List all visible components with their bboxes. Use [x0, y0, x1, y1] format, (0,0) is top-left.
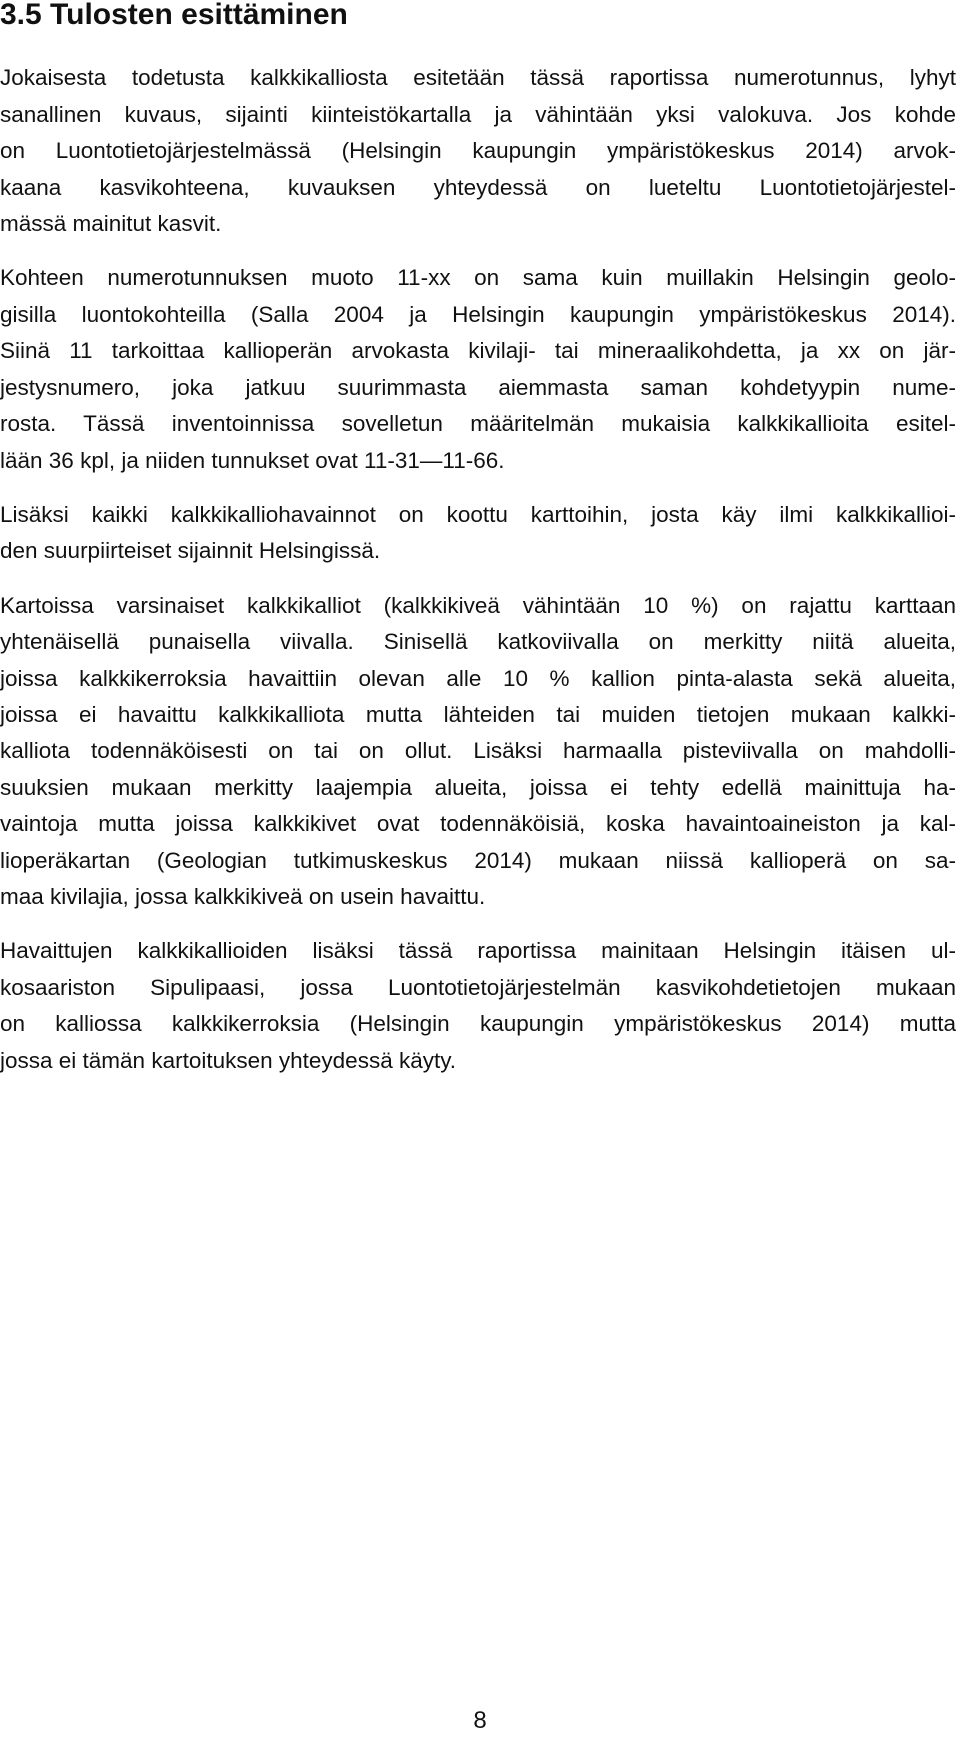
- paragraph-line: on Luontotietojärjestelmässä (Helsingin kaupungin ympäristökeskus 2014) arvok-: [0, 138, 956, 163]
- paragraph-line: joissa kalkkikerroksia havaittiin olevan alle 10 % kallion pinta-alasta sekä alueita,: [0, 666, 956, 691]
- paragraph-line: den suurpiirteiset sijainnit Helsingissä.: [0, 538, 381, 563]
- paragraph-line: sanallinen kuvaus, sijainti kiinteistökartalla ja vähintään yksi valokuva. Jos kohde: [0, 102, 956, 127]
- paragraph-line: Kohteen numerotunnuksen muoto 11-xx on sama kuin muillakin Helsingin geolo-: [0, 265, 956, 290]
- paragraph-line: maa kivilajia, jossa kalkkikiveä on usein havaittu.: [0, 884, 486, 909]
- paragraph-line: rosta. Tässä inventoinnissa sovelletun määritelmän mukaisia kalkkikallioita esitel-: [0, 411, 956, 436]
- paragraph-line: kaana kasvikohteena, kuvauksen yhteydessä on lueteltu Luontotietojärjestel-: [0, 175, 956, 200]
- paragraph-line: gisilla luontokohteilla (Salla 2004 ja Helsingin kaupungin ympäristökeskus 2014).: [0, 302, 956, 327]
- page-number: 8: [473, 1707, 487, 1734]
- paragraph-line: lioperäkartan (Geologian tutkimuskeskus 2014) mukaan niissä kallioperä on sa-: [0, 848, 956, 873]
- paragraph-line: Havaittujen kalkkikallioiden lisäksi tässä raportissa mainitaan Helsingin itäisen ul-: [0, 938, 956, 963]
- paragraph-line: jossa ei tämän kartoituksen yhteydessä käyty.: [0, 1048, 457, 1073]
- paragraph-line: suuksien mukaan merkitty laajempia alueita, joissa ei tehty edellä mainittuja ha-: [0, 775, 956, 800]
- section-heading: 3.5 Tulosten esittäminen: [0, 0, 348, 31]
- paragraph-line: Siinä 11 tarkoittaa kallioperän arvokasta kivilaji- tai mineraalikohdetta, ja xx on jär-: [0, 338, 956, 363]
- paragraph-line: vaintoja mutta joissa kalkkikivet ovat todennäköisiä, koska havaintoaineiston ja kal-: [0, 811, 956, 836]
- paragraph-line: Jokaisesta todetusta kalkkikalliosta esitetään tässä raportissa numerotunnus, lyhyt: [0, 65, 956, 90]
- paragraph-line: yhtenäisellä punaisella viivalla. Sinisellä katkoviivalla on merkitty niitä alueita,: [0, 629, 956, 654]
- paragraph-line: kosaariston Sipulipaasi, jossa Luontotietojärjestelmän kasvikohdetietojen mukaan: [0, 975, 956, 1000]
- paragraph-line: joissa ei havaittu kalkkikalliota mutta lähteiden tai muiden tietojen mukaan kalkki-: [0, 702, 956, 727]
- paragraph-line: jestysnumero, joka jatkuu suurimmasta aiemmasta saman kohdetyypin nume-: [0, 375, 956, 400]
- paragraph-line: lään 36 kpl, ja niiden tunnukset ovat 11-31—11-66.: [0, 448, 505, 473]
- paragraph-line: Lisäksi kaikki kalkkikalliohavainnot on koottu karttoihin, josta käy ilmi kalkkikallioi-: [0, 502, 956, 527]
- paragraph-line: mässä mainitut kasvit.: [0, 211, 222, 236]
- paragraph-line: kalliota todennäköisesti on tai on ollut. Lisäksi harmaalla pisteviivalla on mahdolli-: [0, 738, 956, 763]
- paragraph-line: Kartoissa varsinaiset kalkkikalliot (kalkkikiveä vähintään 10 %) on rajattu karttaan: [0, 593, 956, 618]
- paragraph-line: on kalliossa kalkkikerroksia (Helsingin kaupungin ympäristökeskus 2014) mutta: [0, 1011, 956, 1036]
